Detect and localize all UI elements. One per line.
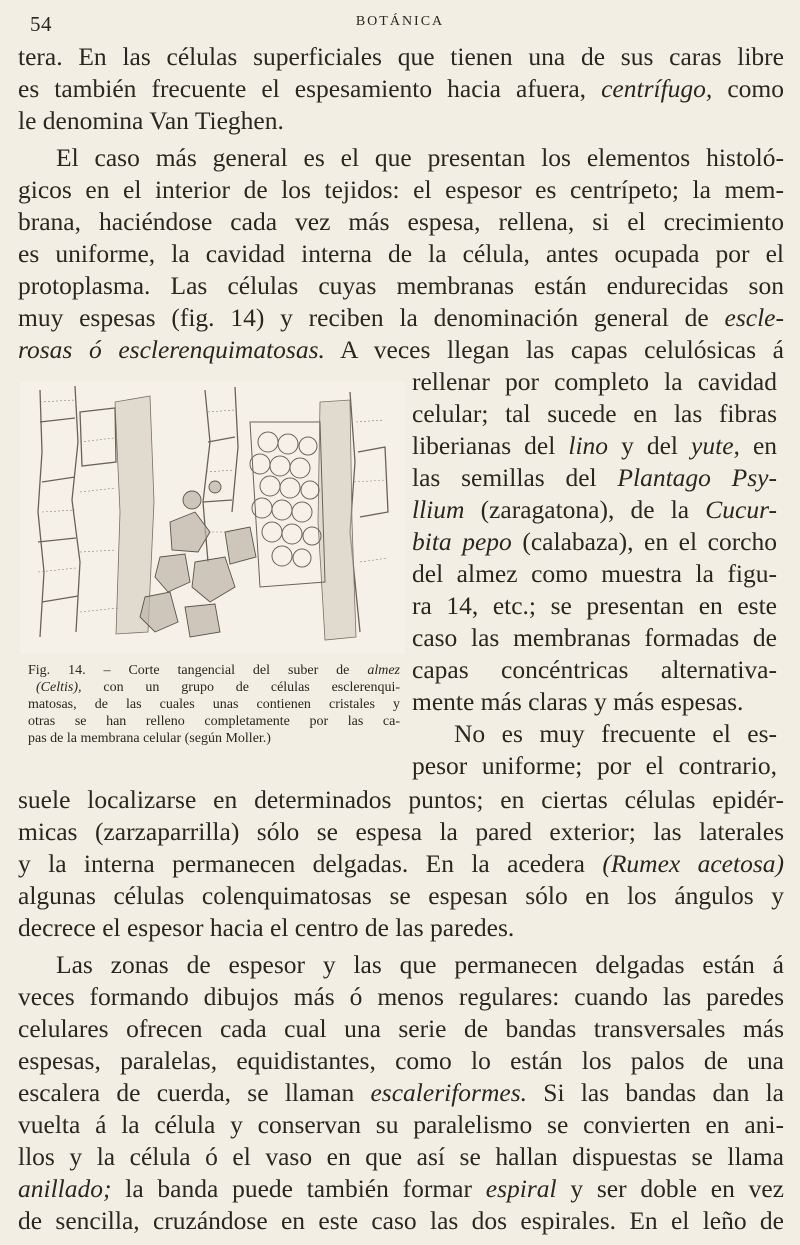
italic-text: Plantago Psy- xyxy=(617,463,777,492)
text-run: No es muy frecuente el es- xyxy=(454,719,777,748)
text-run: la banda puede también formar xyxy=(111,1174,486,1203)
cell-tissue-drawing xyxy=(20,382,405,654)
text-run: del almez como muestra la figu- xyxy=(412,559,777,588)
text-run: protoplasma. Las células cuyas membranas están endurecidas son xyxy=(18,271,784,300)
text-line xyxy=(412,558,777,590)
caption-line xyxy=(28,662,400,679)
text-run: y la interna permanecen delgadas. En la acedera xyxy=(18,849,603,878)
text-line xyxy=(18,1013,784,1045)
text-run: escalera de cuerda, se llaman xyxy=(18,1078,371,1107)
text-line xyxy=(412,462,777,494)
text-line xyxy=(18,238,784,270)
text-run: le denomina Van Tieghen. xyxy=(18,106,284,135)
text-line xyxy=(18,816,784,848)
text-run: muy espesas (fig. 14) y reciben la denominación general de xyxy=(18,303,725,332)
text-line xyxy=(18,142,784,174)
text-line xyxy=(412,686,777,718)
text-line xyxy=(18,784,784,816)
text-line xyxy=(18,880,784,912)
text-run: micas (zarzaparrilla) sólo se espesa la pared exterior; las laterales xyxy=(18,817,784,846)
text-line xyxy=(18,41,784,73)
text-run: liberianas del xyxy=(412,431,569,460)
figure-14-cork-section-illustration xyxy=(20,382,405,654)
text-run: algunas células colenquimatosas se espesan sólo en los ángulos y xyxy=(18,881,784,910)
text-run: Las zonas de espesor y las que permanecen delgadas están á xyxy=(56,950,784,979)
text-line xyxy=(412,590,777,622)
text-run: Si las bandas dan la xyxy=(527,1078,784,1107)
text-run: espesas, paralelas, equidistantes, como lo están los palos de una xyxy=(18,1046,784,1075)
text-run: tera. En las células superficiales que tienen una de sus caras libre xyxy=(18,42,784,71)
text-run: vuelta á la célula y conservan su paralelismo se convierten en ani- xyxy=(18,1110,784,1139)
text-line xyxy=(412,398,777,430)
italic-text: escaleriformes. xyxy=(370,1078,527,1107)
crystal-cells xyxy=(140,481,256,637)
text-run: celular; tal sucede en las fibras xyxy=(412,399,777,428)
text-run: las semillas del xyxy=(412,463,618,492)
figure-caption xyxy=(28,662,400,747)
text-line xyxy=(18,334,784,366)
text-run: suele localizarse en determinados puntos; en ciertas células epidér- xyxy=(18,785,784,814)
text-line xyxy=(18,949,784,981)
text-run: (zaragatona), de la xyxy=(464,495,706,524)
text-line xyxy=(18,1205,784,1237)
italic-text: lino xyxy=(568,431,609,460)
text-run: El caso más general es el que presentan los elementos histoló- xyxy=(56,143,784,172)
caption-line xyxy=(28,730,400,747)
text-run: decrece el espesor hacia el centro de las paredes. xyxy=(18,913,515,942)
text-run: con un grupo de células esclerenqui- xyxy=(81,680,400,695)
caption-line xyxy=(28,679,400,696)
text-run: y del xyxy=(608,431,692,460)
text-line xyxy=(18,1045,784,1077)
text-line xyxy=(18,270,784,302)
text-line xyxy=(412,494,777,526)
text-run: celulares ofrecen cada cual una serie de bandas transversales más xyxy=(18,1014,784,1043)
text-run: (calabaza), en el corcho xyxy=(511,527,778,556)
page-header xyxy=(0,8,800,38)
italic-text: llium xyxy=(412,495,465,524)
text-line xyxy=(412,654,777,686)
italic-text: yute, xyxy=(691,431,740,460)
text-line xyxy=(18,912,784,944)
text-run: veces formando dibujos más ó menos regulares: cuando las paredes xyxy=(18,982,784,1011)
text-run: en xyxy=(739,431,778,460)
text-line xyxy=(18,302,784,334)
text-line xyxy=(18,174,784,206)
text-run: de sencilla, cruzándose en este caso las dos espirales. En el leño de xyxy=(18,1206,784,1235)
italic-text: rosas ó esclerenquimatosas. xyxy=(18,335,325,364)
italic-text: centrífugo, xyxy=(601,74,713,103)
text-line xyxy=(412,718,777,750)
text-run: ra 14, etc.; se presentan en este xyxy=(412,591,777,620)
text-run: llos y la célula ó el vaso en que así se hallan dispuestas se llama xyxy=(18,1142,784,1171)
running-head: BOTÁNICA xyxy=(355,14,445,29)
text-run: brana, haciéndose cada vez más espesa, rellena, si el crecimiento xyxy=(18,207,784,236)
italic-text: escle- xyxy=(724,303,784,332)
text-run: Fig. 14. – Corte tangencial del suber de xyxy=(28,663,368,678)
text-line xyxy=(412,622,777,654)
text-run: gicos en el interior de los tejidos: el espesor es centrípeto; la mem- xyxy=(18,175,784,204)
page-number: 54 xyxy=(30,12,52,36)
text-run: es también frecuente el espesamiento hacia afuera, xyxy=(18,74,602,103)
text-run: es uniforme, la cavidad interna de la célula, antes ocupada por el xyxy=(18,239,784,268)
text-run: caso las membranas formadas de xyxy=(412,623,777,652)
text-line xyxy=(412,526,777,558)
text-run: otras se han relleno completamente por las ca- xyxy=(28,714,400,729)
text-run: A veces llegan las capas celulósicas á xyxy=(324,335,784,364)
text-run: mente más claras y más espesas. xyxy=(412,687,744,716)
text-line xyxy=(18,981,784,1013)
text-run: y ser doble en vez xyxy=(556,1174,784,1203)
text-line xyxy=(18,105,784,137)
text-run: capas concéntricas alternativa- xyxy=(412,655,777,684)
text-line xyxy=(18,206,784,238)
italic-text: bita pepo xyxy=(412,527,512,556)
text-line xyxy=(18,73,784,105)
text-line xyxy=(18,1173,784,1205)
sclerenchyma-cells xyxy=(250,422,325,587)
italic-text: Cucur- xyxy=(705,495,777,524)
italic-text: almez xyxy=(367,663,400,678)
text-line xyxy=(18,1141,784,1173)
caption-line xyxy=(28,696,400,713)
text-run: rellenar por completo la cavidad xyxy=(412,367,777,396)
italic-text: (Rumex acetosa) xyxy=(602,849,784,878)
text-run: como xyxy=(712,74,785,103)
italic-text: (Celtis), xyxy=(36,680,82,695)
text-line xyxy=(18,1077,784,1109)
text-line xyxy=(18,848,784,880)
text-line xyxy=(412,750,777,782)
text-run: pas de la membrana celular (según Moller.) xyxy=(28,731,271,746)
text-run: matosas, de las cuales unas contienen cristales y xyxy=(28,697,400,712)
italic-text: anillado; xyxy=(18,1174,112,1203)
text-line xyxy=(412,366,777,398)
text-run: pesor uniforme; por el contrario, xyxy=(412,751,777,780)
text-line xyxy=(18,1109,784,1141)
caption-line xyxy=(28,713,400,730)
italic-text: espiral xyxy=(485,1174,557,1203)
text-line xyxy=(412,430,777,462)
